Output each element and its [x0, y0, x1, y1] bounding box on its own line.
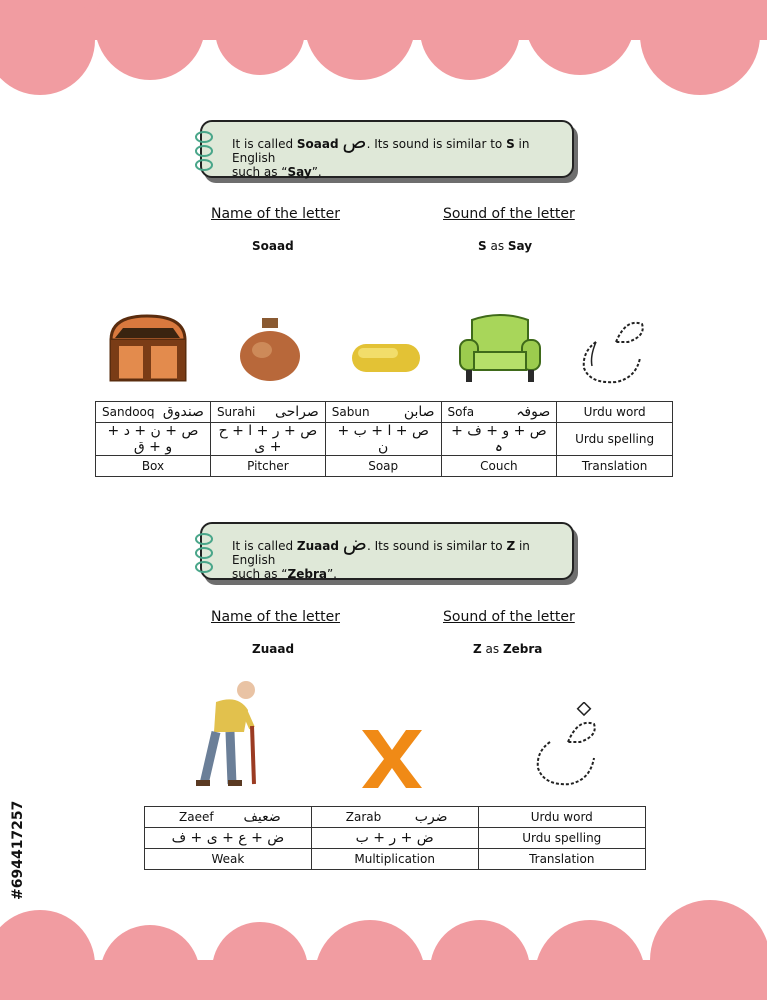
info-note-soaad: It is called Soaad ص. Its sound is similar to S in English such as “Say”. [200, 120, 574, 178]
info-note-zuaad: It is called Zuaad ض. Its sound is similar to Z in English such as “Zebra”. [200, 522, 574, 580]
table-cell: ص + ا + ب + ن [325, 423, 441, 456]
letter-sound-value: Z as Zebra [473, 642, 543, 656]
letter-sound-value: S as Say [478, 239, 533, 253]
treasure-chest-icon [105, 310, 190, 385]
table-cell: Couch [441, 456, 557, 477]
spiral-icon [193, 546, 215, 560]
table-row [145, 807, 646, 828]
table-cell: Sofa صوفہ [441, 402, 557, 423]
row-label: Urdu word [478, 807, 645, 828]
name-heading: Name of the letter [211, 609, 340, 625]
table-row [145, 828, 646, 849]
letter-soaad-outline-icon [576, 312, 648, 388]
spiral-icon [193, 158, 215, 172]
table-cell: ص + ر + ا + ح + ی [210, 423, 325, 456]
table-cell: ص + ن + د + و + ق [96, 423, 211, 456]
row-label: Urdu word [557, 402, 673, 423]
letter-glyph: ض [342, 531, 367, 555]
top-cloud-border [0, 0, 767, 110]
stock-id-label: #694417257 [10, 800, 26, 900]
row-label: Urdu spelling [478, 828, 645, 849]
sound-heading: Sound of the letter [443, 206, 575, 222]
bottom-cloud-border [0, 890, 767, 1000]
soap-bar-icon [350, 340, 422, 376]
letter-glyph: ص [342, 129, 367, 153]
table-cell: Surahi صراحی [210, 402, 325, 423]
spiral-icon [193, 130, 215, 144]
table-row [96, 402, 673, 423]
row-label: Translation [478, 849, 645, 870]
letter-name-value: Soaad [252, 239, 294, 253]
letter-zuaad-outline-icon [532, 702, 602, 790]
table-row [96, 456, 673, 477]
row-label: Translation [557, 456, 673, 477]
table-cell: ض + ر + ب [311, 828, 478, 849]
table-cell: Sandooq صندوق [96, 402, 211, 423]
spiral-icon [193, 560, 215, 574]
old-man-with-cane-icon [188, 680, 264, 790]
table-cell: Weak [145, 849, 312, 870]
soaad-word-table [95, 401, 673, 477]
letter-name-value: Zuaad [252, 642, 295, 656]
table-row [96, 423, 673, 456]
table-cell: Pitcher [210, 456, 325, 477]
green-couch-icon [458, 312, 542, 384]
table-row [145, 849, 646, 870]
table-cell: ض + ع + ی + ف [145, 828, 312, 849]
row-label: Urdu spelling [557, 423, 673, 456]
table-cell: Zaeef ضعیف [145, 807, 312, 828]
sound-heading: Sound of the letter [443, 609, 575, 625]
name-heading: Name of the letter [211, 206, 340, 222]
table-cell: Sabun صابن [325, 402, 441, 423]
table-cell: Multiplication [311, 849, 478, 870]
table-cell: Soap [325, 456, 441, 477]
table-cell: Box [96, 456, 211, 477]
table-cell: Zarab ضرب [311, 807, 478, 828]
spiral-icon [193, 532, 215, 546]
spiral-icon [193, 144, 215, 158]
clay-pitcher-icon [238, 316, 302, 382]
table-cell: ص + و + ف + ہ [441, 423, 557, 456]
multiplication-x-icon [360, 728, 424, 790]
zuaad-word-table [144, 806, 646, 870]
